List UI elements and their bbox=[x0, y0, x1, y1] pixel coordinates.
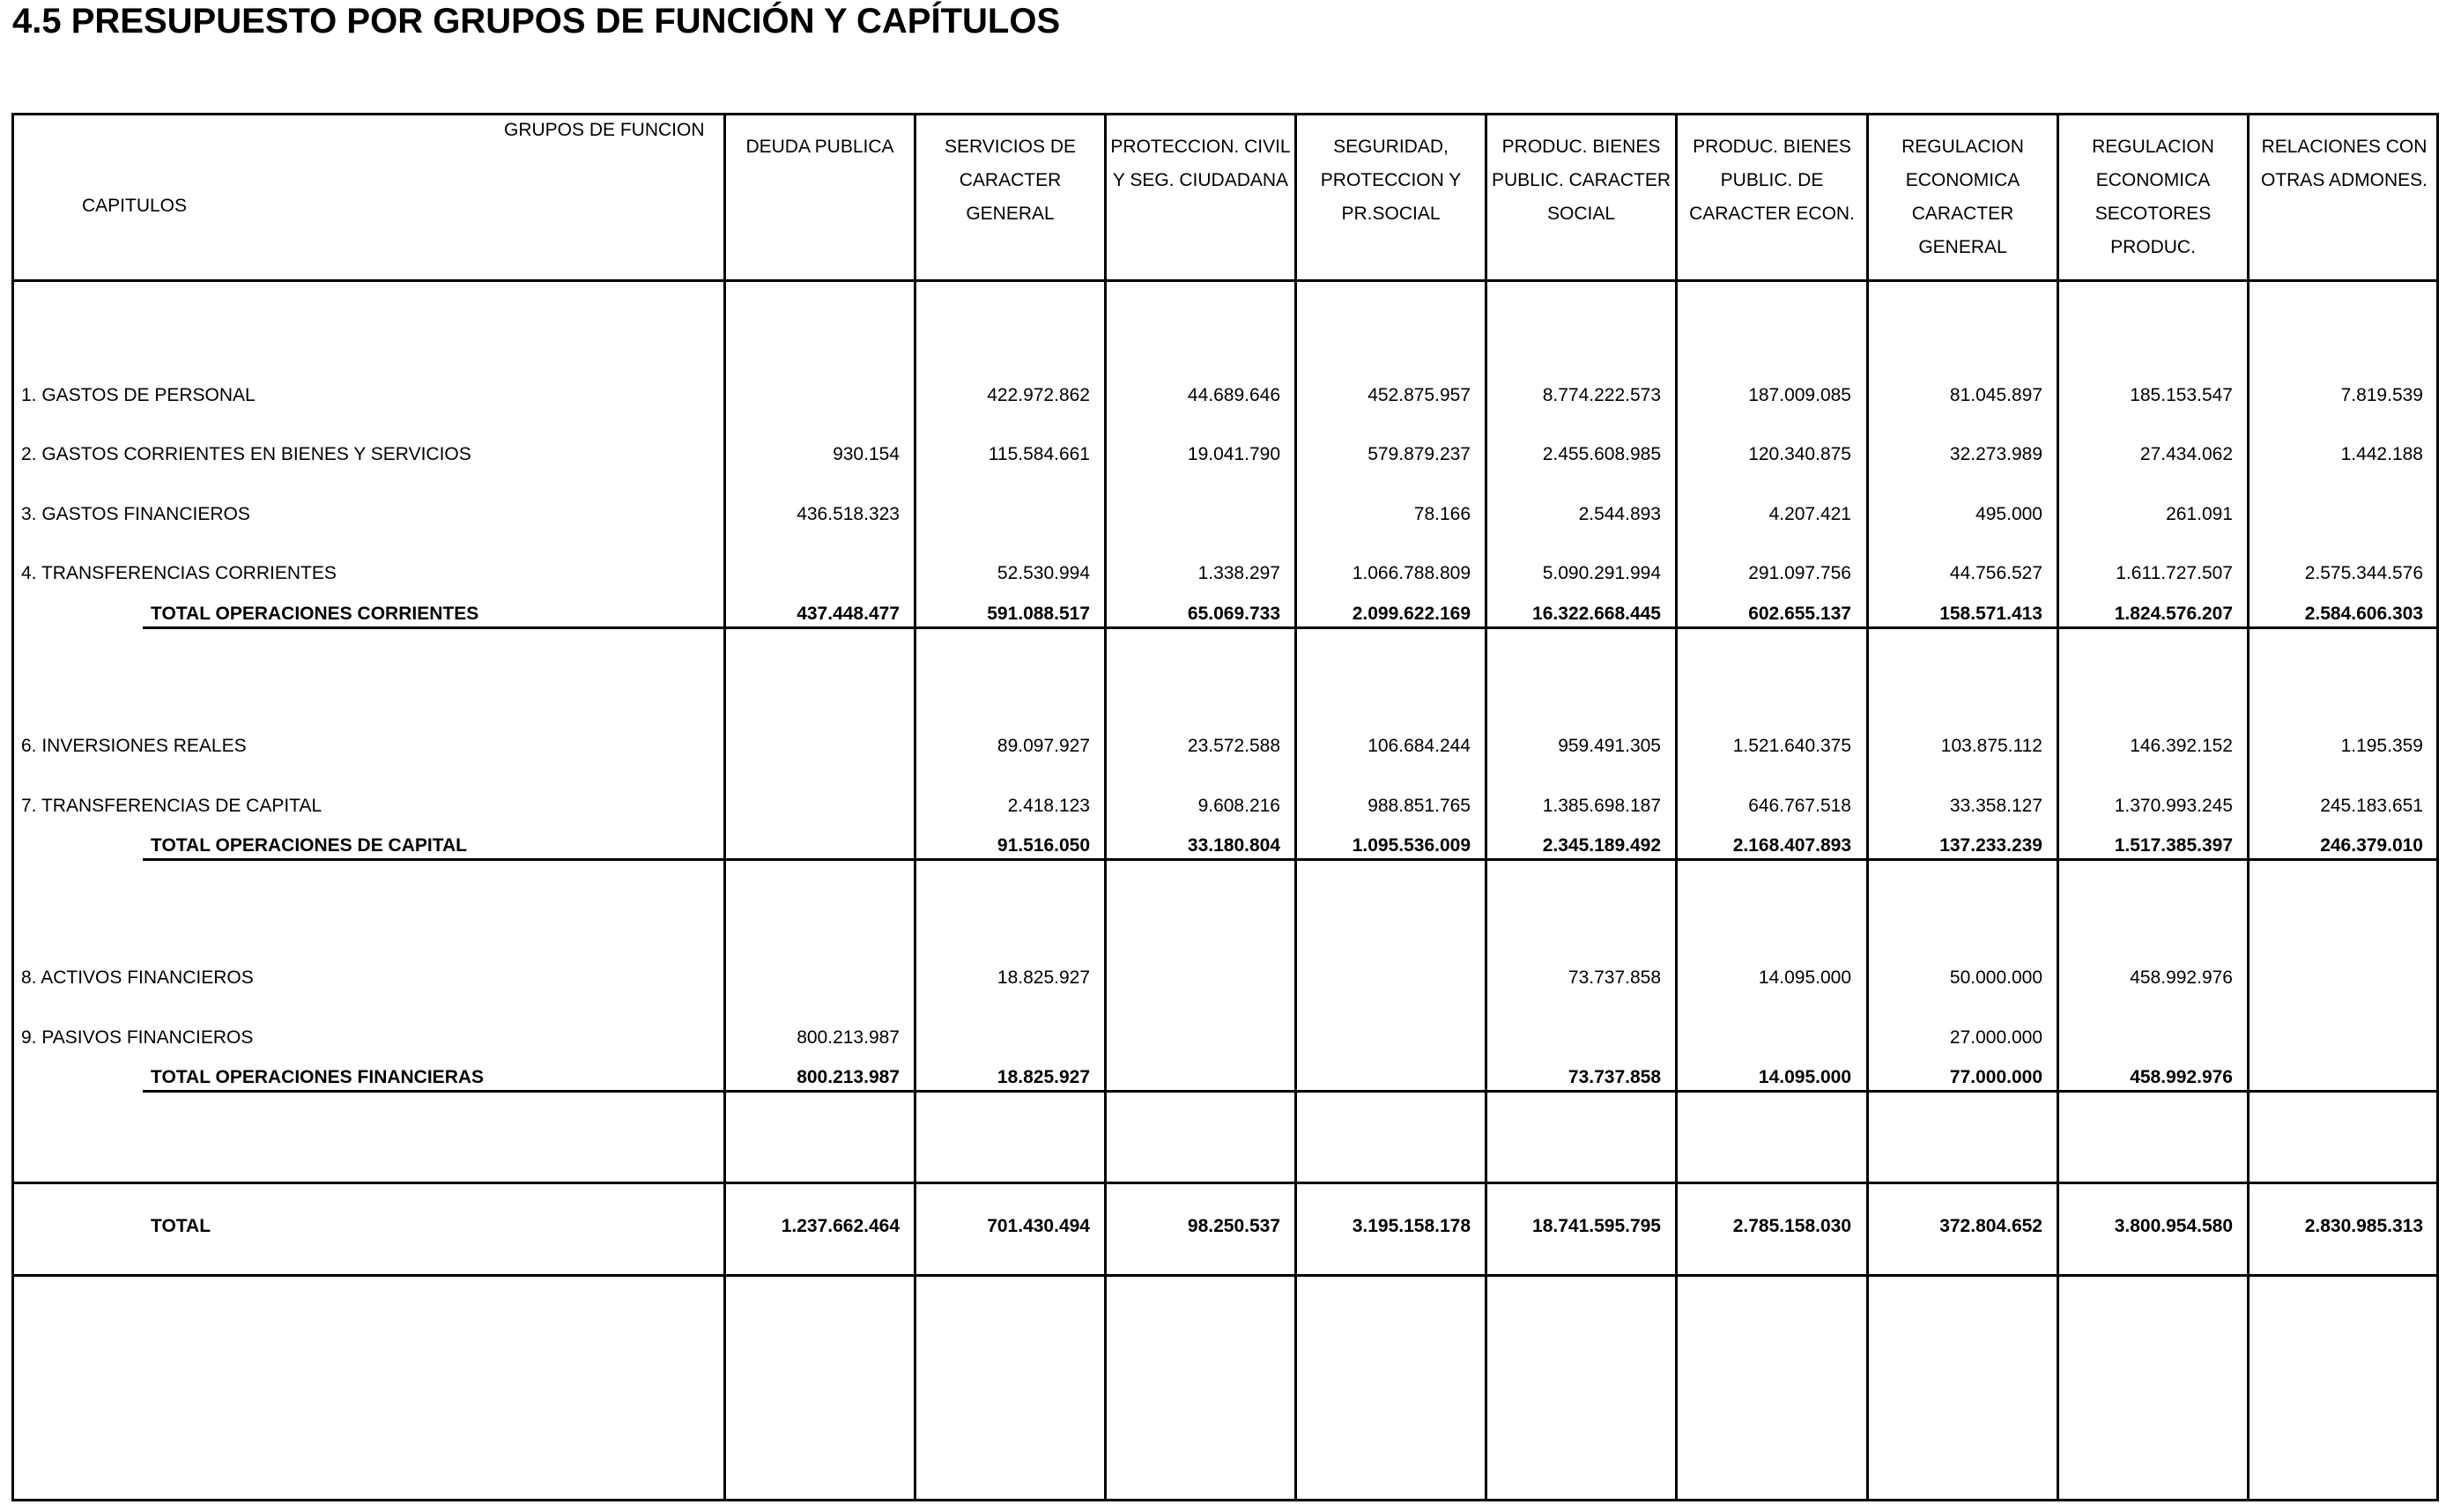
table-cell: 14.095.000 bbox=[1758, 1067, 1851, 1087]
row-label-activos-financieros: 8. ACTIVOS FINANCIEROS bbox=[21, 967, 254, 988]
column-header-regulacion-sectores: REGULACION ECONOMICA SECOTORES PRODUC. bbox=[2092, 137, 2214, 257]
table-cell: 437.448.477 bbox=[797, 604, 900, 624]
table-cell: 602.655.137 bbox=[1748, 604, 1851, 624]
table-cell: 800.213.987 bbox=[797, 1067, 900, 1087]
table-cell: 1.385.698.187 bbox=[1542, 796, 1661, 816]
table-cell: 65.069.733 bbox=[1187, 604, 1280, 624]
column-header-servicios-caracter-general: SERVICIOS DE CARACTER GENERAL bbox=[945, 137, 1076, 224]
table-cell: 103.875.112 bbox=[1940, 736, 2042, 756]
table-cell: 16.322.668.445 bbox=[1532, 604, 1661, 624]
row-label-gastos-personal: 1. GASTOS DE PERSONAL bbox=[21, 385, 256, 405]
table-cell: 33.180.804 bbox=[1187, 835, 1280, 856]
table-cell: 73.737.858 bbox=[1568, 967, 1661, 988]
table-cell: 18.825.927 bbox=[997, 1067, 1090, 1087]
row-label-gastos-financieros: 3. GASTOS FINANCIEROS bbox=[21, 504, 250, 524]
table-cell: 2.099.622.169 bbox=[1352, 604, 1471, 624]
table-cell: 187.009.085 bbox=[1748, 385, 1851, 405]
table-cell: 458.992.976 bbox=[2130, 967, 2233, 988]
table-cell: 106.684.244 bbox=[1368, 736, 1471, 756]
column-header-relaciones-admones: RELACIONES CON OTRAS ADMONES. bbox=[2260, 137, 2428, 190]
subtotal-rule bbox=[143, 626, 2439, 629]
table-cell: 81.045.897 bbox=[1949, 385, 2042, 405]
table-cell: 2.584.606.303 bbox=[2304, 604, 2423, 624]
table-cell: 495.000 bbox=[1975, 504, 2042, 524]
page-title: 4.5 PRESUPUESTO POR GRUPOS DE FUNCIÓN Y CAPÍTULOS bbox=[12, 2, 1061, 41]
table-cell: 452.875.957 bbox=[1368, 385, 1471, 405]
table-cell: 436.518.323 bbox=[797, 504, 900, 524]
table-cell: 988.851.765 bbox=[1368, 796, 1471, 816]
column-divider bbox=[723, 113, 726, 1501]
total-bottom-rule bbox=[11, 1274, 2439, 1277]
table-cell: 98.250.537 bbox=[1187, 1216, 1280, 1236]
table-cell: 1.370.993.245 bbox=[2114, 796, 2233, 816]
table-cell: 246.379.010 bbox=[2320, 835, 2423, 856]
table-cell: 261.091 bbox=[2166, 504, 2233, 524]
table-cell: 2.418.123 bbox=[1007, 796, 1090, 816]
table-cell: 158.571.413 bbox=[1939, 604, 2042, 624]
table-cell: 4.207.421 bbox=[1768, 504, 1851, 524]
table-cell: 591.088.517 bbox=[987, 604, 1090, 624]
table-cell: 44.689.646 bbox=[1187, 385, 1280, 405]
table-cell: 422.972.862 bbox=[987, 385, 1090, 405]
table-cell: 579.879.237 bbox=[1368, 444, 1471, 464]
table-cell: 115.584.661 bbox=[988, 444, 1090, 464]
table-cell: 9.608.216 bbox=[1197, 796, 1280, 816]
table-cell: 701.430.494 bbox=[987, 1216, 1090, 1236]
column-header-bienes-caracter-econ: PRODUC. BIENES PUBLIC. DE CARACTER ECON. bbox=[1689, 137, 1855, 224]
column-header-deuda-publica: DEUDA PUBLICA bbox=[745, 137, 894, 157]
row-label-transferencias-corrientes: 4. TRANSFERENCIAS CORRIENTES bbox=[21, 563, 337, 583]
subtotal-rule bbox=[143, 1090, 2439, 1093]
table-cell: 77.000.000 bbox=[1949, 1067, 2042, 1087]
table-cell: 2.785.158.030 bbox=[1732, 1216, 1851, 1236]
table-cell: 52.530.994 bbox=[997, 563, 1090, 583]
table-cell: 1.237.662.464 bbox=[781, 1216, 900, 1236]
table-cell: 2.575.344.576 bbox=[2304, 563, 2423, 583]
table-cell: 27.000.000 bbox=[1949, 1027, 2042, 1048]
row-label-total-corrientes: TOTAL OPERACIONES CORRIENTES bbox=[151, 604, 479, 624]
corner-side-label: CAPITULOS bbox=[82, 196, 188, 216]
row-label-gastos-corrientes: 2. GASTOS CORRIENTES EN BIENES Y SERVICIOS bbox=[21, 444, 471, 464]
table-cell: 18.741.595.795 bbox=[1532, 1216, 1661, 1236]
table-cell: 78.166 bbox=[1413, 504, 1471, 524]
table-cell: 2.455.608.985 bbox=[1542, 444, 1661, 464]
table-cell: 27.434.062 bbox=[2139, 444, 2233, 464]
column-header-proteccion-civil: PROTECCION. CIVIL Y SEG. CIUDADANA bbox=[1110, 137, 1291, 190]
row-label-total-capital: TOTAL OPERACIONES DE CAPITAL bbox=[151, 835, 467, 856]
table-cell: 458.992.976 bbox=[2130, 1067, 2233, 1087]
table-cell: 1.521.640.375 bbox=[1732, 736, 1851, 756]
table-cell: 1.095.536.009 bbox=[1352, 835, 1471, 856]
row-label-inversiones-reales: 6. INVERSIONES REALES bbox=[21, 736, 247, 756]
table-cell: 800.213.987 bbox=[797, 1027, 900, 1048]
table-cell: 2.168.407.893 bbox=[1732, 835, 1851, 856]
row-label-total: TOTAL bbox=[151, 1216, 211, 1236]
table-cell: 44.756.527 bbox=[1949, 563, 2042, 583]
table-cell: 18.825.927 bbox=[997, 967, 1090, 988]
total-top-rule bbox=[11, 1182, 2439, 1184]
table-cell: 185.153.547 bbox=[2130, 385, 2233, 405]
table-cell: 19.041.790 bbox=[1187, 444, 1280, 464]
table-cell: 3.800.954.580 bbox=[2114, 1216, 2233, 1236]
table-cell: 5.090.291.994 bbox=[1542, 563, 1661, 583]
table-cell: 372.804.652 bbox=[1939, 1216, 2042, 1236]
table-cell: 137.233.239 bbox=[1939, 835, 2042, 856]
table-cell: 120.340.875 bbox=[1748, 444, 1851, 464]
table-cell: 1.066.788.809 bbox=[1352, 563, 1471, 583]
table-cell: 2.830.985.313 bbox=[2304, 1216, 2423, 1236]
corner-top-label: GRUPOS DE FUNCION bbox=[504, 120, 705, 140]
table-cell: 91.516.050 bbox=[997, 835, 1090, 856]
table-cell: 1.195.359 bbox=[2340, 736, 2423, 756]
header-bottom-rule bbox=[11, 279, 2439, 282]
table-cell: 1.611.727.507 bbox=[2116, 563, 2233, 583]
table-cell: 23.572.588 bbox=[1187, 736, 1280, 756]
table-cell: 7.819.539 bbox=[2340, 385, 2423, 405]
column-header-regulacion-caracter-general: REGULACION ECONOMICA CARACTER GENERAL bbox=[1901, 137, 2024, 257]
table-cell: 8.774.222.573 bbox=[1542, 385, 1661, 405]
table-cell: 89.097.927 bbox=[997, 736, 1090, 756]
table-cell: 245.183.651 bbox=[2320, 796, 2423, 816]
table-cell: 1.338.297 bbox=[1197, 563, 1280, 583]
table-cell: 291.097.756 bbox=[1748, 563, 1851, 583]
column-header-seguridad-proteccion: SEGURIDAD, PROTECCION Y PR.SOCIAL bbox=[1320, 137, 1462, 224]
table-cell: 1.824.576.207 bbox=[2114, 604, 2233, 624]
table-cell: 1.517.385.397 bbox=[2114, 835, 2233, 856]
table-cell: 959.491.305 bbox=[1558, 736, 1661, 756]
table-cell: 1.442.188 bbox=[2340, 444, 2423, 464]
table-cell: 33.358.127 bbox=[1949, 796, 2042, 816]
table-cell: 146.392.152 bbox=[2130, 736, 2233, 756]
table-cell: 50.000.000 bbox=[1949, 967, 2042, 988]
subtotal-rule bbox=[143, 858, 2439, 861]
table-cell: 73.737.858 bbox=[1568, 1067, 1661, 1087]
row-label-total-financieras: TOTAL OPERACIONES FINANCIERAS bbox=[151, 1067, 485, 1087]
table-cell: 2.345.189.492 bbox=[1542, 835, 1661, 856]
table-cell: 930.154 bbox=[833, 444, 900, 464]
row-label-pasivos-financieros: 9. PASIVOS FINANCIEROS bbox=[21, 1027, 254, 1048]
table-cell: 646.767.518 bbox=[1748, 796, 1851, 816]
table-cell: 3.195.158.178 bbox=[1352, 1216, 1471, 1236]
table-cell: 32.273.989 bbox=[1949, 444, 2042, 464]
row-label-transferencias-capital: 7. TRANSFERENCIAS DE CAPITAL bbox=[21, 796, 322, 816]
table-cell: 14.095.000 bbox=[1758, 967, 1851, 988]
table-cell: 2.544.893 bbox=[1578, 504, 1661, 524]
column-header-bienes-caracter-social: PRODUC. BIENES PUBLIC. CARACTER SOCIAL bbox=[1491, 137, 1671, 224]
